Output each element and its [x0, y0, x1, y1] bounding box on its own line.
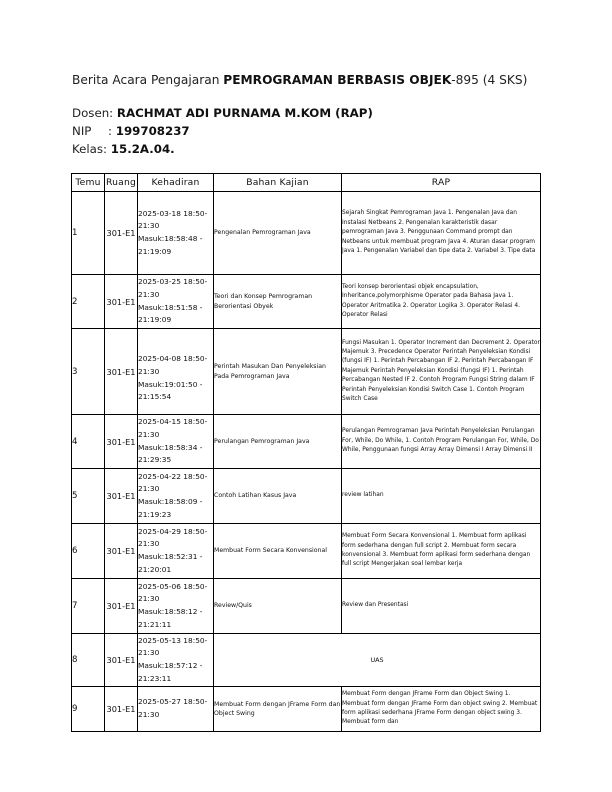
cell-bahan-kajian: Review/Quis: [214, 579, 342, 634]
table-row: [72, 415, 541, 469]
kehadiran-masuk: Masuk:19:01:50 -: [138, 379, 203, 389]
col-header-ruang: Ruang: [105, 174, 138, 192]
cell-bahan-kajian: Membuat Form dengan JFrame Form dan Object Swing: [214, 687, 342, 732]
kehadiran-keluar: 21:21:11: [138, 619, 172, 629]
cell-bahan-kajian: Pengenalan Pemrograman Java: [214, 192, 342, 275]
cell-rap: Sejarah Singkat Pemrograman Java 1. Pengenalan Java dan Instalasi Netbeans 2. Pengenalan karakteristik dasar pemrograman Java 3. Penggunaan Command prompt dan Netbeans untuk membuat program Java 4. Aturan dasar program Java 1. Pengenalan Variabel dan tipe data 2. Variabel 3. Tipe data: [342, 192, 541, 275]
kehadiran-schedule-end: 21:30: [138, 539, 160, 549]
kehadiran-keluar: 21:29:35: [138, 455, 172, 465]
dosen-name: RACHMAT ADI PURNAMA M.KOM (RAP): [116, 106, 373, 120]
kehadiran-schedule-end: 21:30: [138, 484, 160, 494]
cell-temu: 7: [72, 579, 105, 634]
nip-separator: :: [108, 124, 116, 138]
dosen-line: [72, 106, 373, 120]
col-header-rap: RAP: [342, 174, 541, 192]
table-row: [72, 329, 541, 415]
table-row: [72, 275, 541, 329]
cell-bahan-kajian: Perintah Masukan Dan Penyeleksian Pada Pemrograman Java: [214, 329, 342, 415]
col-header-kehadiran: Kehadiran: [138, 174, 214, 192]
cell-kehadiran: [138, 579, 214, 634]
cell-ruang: 301-E1: [105, 579, 138, 634]
cell-temu: 5: [72, 469, 105, 524]
kehadiran-masuk: Masuk:18:58:48 -: [138, 234, 203, 243]
kehadiran-keluar: 21:19:09: [138, 315, 172, 325]
cell-temu: 3: [72, 329, 105, 415]
cell-ruang: 301-E1: [105, 415, 138, 469]
kehadiran-masuk: Masuk:18:51:58 -: [138, 302, 203, 312]
cell-kehadiran: [138, 687, 214, 732]
cell-ruang: 301-E1: [105, 329, 138, 415]
cell-rap: Membuat Form dengan JFrame Form dan Object Swing 1. Membuat form dengan JFrame Form dan object swing 2. Membuat form aplikasi sederhana JFrame Form dengan object swing 3. Membuat form dan: [342, 687, 541, 732]
cell-temu: 2: [72, 275, 105, 329]
cell-rap: Fungsi Masukan 1. Operator Increment dan Decrement 2. Operator Majemuk 3. Precedence Operator Perintah Penyeleksian Kondisi (fungsi IF) 1. Perintah Percabangan IF 2. Perintah Percabangan IF Majemuk Perintah Penyeleksian Kondisi (fungsi IF) 1. Perintah Percabangan Nested IF 2. Contoh Program Fungsi String dalam IF Perintah Penyeleksian Kondisi Switch Case 1. Contoh Program Switch Case: [342, 329, 541, 415]
kehadiran-schedule-end: 21:30: [138, 429, 160, 439]
kehadiran-masuk: Masuk:18:58:34 -: [138, 442, 203, 452]
kehadiran-schedule-end: 21:30: [138, 289, 160, 299]
kehadiran-keluar: 21:19:23: [138, 509, 172, 519]
cell-temu: 6: [72, 524, 105, 579]
cell-rap: Teori konsep berorientasi objek encapsulation, Inheritance,polymorphisme Operator pada Bahasa Java 1. Operator Aritmatika 2. Operator Logika 3. Operator Relasi 4. Operator Relasi: [342, 275, 541, 329]
kehadiran-keluar: 21:20:01: [138, 564, 172, 574]
kehadiran-schedule: 2025-04-08 18:50-: [138, 354, 208, 364]
table-row: [72, 524, 541, 579]
kehadiran-masuk: Masuk:18:57:12 -: [138, 661, 203, 670]
col-header-temu: Temu: [72, 174, 105, 192]
nip-line: [72, 124, 190, 138]
cell-rap: Review dan Presentasi: [342, 579, 541, 634]
cell-ruang: 301-E1: [105, 469, 138, 524]
cell-kehadiran: [138, 192, 214, 275]
table-row: [72, 192, 541, 275]
kehadiran-keluar: 21:19:09: [138, 246, 172, 256]
kehadiran-schedule: 2025-03-18 18:50-: [138, 208, 208, 218]
kelas-line: [72, 142, 175, 156]
cell-bahan-kajian: Teori dan Konsep Pemrograman Berorientasi Obyek: [214, 275, 342, 329]
table-row: [72, 634, 541, 687]
cell-rap: review latihan: [342, 469, 541, 524]
cell-temu: 4: [72, 415, 105, 469]
kehadiran-schedule: 2025-03-25 18:50-: [138, 277, 208, 287]
kehadiran-schedule: 2025-04-29 18:50-: [138, 526, 208, 536]
cell-kehadiran: [138, 275, 214, 329]
cell-ruang: 301-E1: [105, 634, 138, 687]
kehadiran-schedule-end: 21:30: [138, 366, 160, 376]
cell-bahan-kajian: Contoh Latihan Kasus Java: [214, 469, 342, 524]
table-header-row: [72, 174, 541, 192]
cell-kehadiran: [138, 329, 214, 415]
cell-ruang: 301-E1: [105, 687, 138, 732]
dosen-label: Dosen:: [72, 106, 117, 120]
kehadiran-keluar: 21:15:54: [138, 392, 172, 402]
cell-temu: 1: [72, 192, 105, 275]
cell-rap: Membuat Form Secara Konvensional 1. Membuat form aplikasi form sederhana dengan full script 2. Membuat form secara konvensional 3. Membuat form aplikasi form sederhana dengan full script Mengerjakan soal lembar kerja: [342, 524, 541, 579]
cell-bahan-kajian: Membuat Form Secara Konvensional: [214, 524, 342, 579]
rap-table: [71, 173, 541, 732]
cell-bahan-kajian: Perulangan Pemrograman Java: [214, 415, 342, 469]
kehadiran-schedule: 2025-05-27 18:50-: [138, 697, 208, 707]
kehadiran-schedule: 2025-04-15 18:50-: [138, 417, 208, 427]
cell-kehadiran: [138, 469, 214, 524]
course-name: PEMROGRAMAN BERBASIS OBJEK: [223, 73, 452, 87]
table-row: [72, 687, 541, 732]
cell-temu: 9: [72, 687, 105, 732]
cell-ruang: 301-E1: [105, 275, 138, 329]
kehadiran-schedule: 2025-05-06 18:50-: [138, 581, 208, 591]
title-prefix: Berita Acara Pengajaran: [72, 73, 224, 87]
document-title: [72, 73, 527, 87]
col-header-bahan-kajian: Bahan Kajian: [214, 174, 342, 192]
cell-uas-merged: UAS: [214, 634, 541, 687]
course-suffix: -895 (4 SKS): [451, 73, 528, 87]
kehadiran-schedule-end: 21:30: [138, 221, 160, 231]
kehadiran-schedule-end: 21:30: [138, 710, 160, 719]
nip-value: 199708237: [115, 124, 190, 138]
kelas-value: 15.2A.04.: [110, 142, 175, 156]
kehadiran-schedule: 2025-04-22 18:50-: [138, 471, 208, 481]
table-row: [72, 469, 541, 524]
cell-ruang: 301-E1: [105, 192, 138, 275]
cell-rap: Perulangan Pemrograman Java Perintah Penyeleksian Perulangan For, While, Do While, 1. Contoh Program Perulangan For, While, Do While, Penggunaan fungsi Array Array Dimensi I Array Dimensi II: [342, 415, 541, 469]
cell-kehadiran: [138, 634, 214, 687]
kelas-label: Kelas:: [72, 142, 111, 156]
kehadiran-masuk: Masuk:18:58:09 -: [138, 497, 203, 506]
cell-ruang: 301-E1: [105, 524, 138, 579]
kehadiran-masuk: Masuk:18:58:12 -: [138, 607, 203, 616]
nip-label: NIP: [72, 124, 92, 138]
cell-temu: 8: [72, 634, 105, 687]
kehadiran-schedule-end: 21:30: [138, 648, 160, 658]
table-row: [72, 579, 541, 634]
kehadiran-schedule: 2025-05-13 18:50-: [138, 635, 208, 645]
kehadiran-masuk: Masuk:18:52:31 -: [138, 552, 203, 561]
cell-kehadiran: [138, 415, 214, 469]
kehadiran-schedule-end: 21:30: [138, 594, 160, 604]
cell-kehadiran: [138, 524, 214, 579]
kehadiran-keluar: 21:23:11: [138, 673, 172, 683]
